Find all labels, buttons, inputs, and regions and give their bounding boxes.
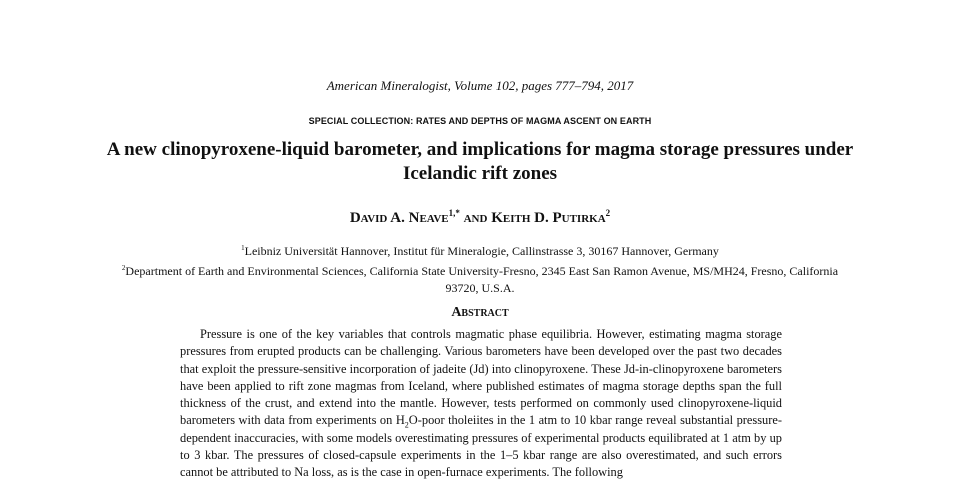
subscript: 2: [404, 420, 409, 430]
journal-citation: American Mineralogist, Volume 102, pages 777–794, 2017: [326, 78, 634, 93]
affiliation-text: Department of Earth and Environmental Sciences, California State University-Fresno, 2345 East San Ramon Avenue, MS/MH24, Fresno, California 93720, U.S.A.: [125, 264, 839, 295]
affiliation-superscript: 2: [121, 264, 126, 272]
abstract-heading: Abstract: [451, 305, 509, 320]
author-name: Keith D. Putirka: [491, 210, 606, 226]
abstract-text: O-poor tholeiites in the 1 atm to 10 kbar range reveal substantial pressure-dependent inaccuracies, with some models overestimating pressures of experimental products equilibrated at 1 atm by up to 3 kbar. The pressures of closed-capsule experiments in the 1–5 kbar range are also overestimated, and such errors cannot be attributed to Na loss, as is the case in open-furnace experiments. The following: [180, 413, 782, 480]
affiliation-superscript: 1: [241, 244, 245, 252]
affiliation: [110, 260, 850, 297]
affiliations-block: [110, 240, 850, 297]
author-conjunction: and: [463, 210, 488, 226]
abstract-text: Pressure is one of the key variables that controls magmatic phase equilibria. However, estimating magma storage pressures from erupted products can be challenging. Various barometers have been developed over the past two decades that exploit the pressure-sensitive incorporation of jadeite (Jd) into clinopyroxene. These Jd-in-clinopyroxene barometers have been applied to rift zone magmas from Iceland, where published estimates of magma storage depths span the full thickness of the crust, and extend into the mantle. However, tests performed on commonly used clinopyroxene-liquid barometers with data from experiments on H: [180, 327, 782, 428]
author-superscript: 1,*: [448, 208, 460, 218]
affiliation-text: Leibniz Universität Hannover, Institut für Mineralogie, Callinstrasse 3, 30167 Hannover, Germany: [244, 244, 719, 258]
paper-title: A new clinopyroxene-liquid barometer, and implications for magma storage pressures under Icelandic rift zones: [106, 139, 854, 184]
author-name: David A. Neave: [349, 210, 449, 226]
abstract-body: [180, 326, 782, 482]
author-line: [0, 203, 960, 228]
affiliation: [110, 240, 850, 260]
author-superscript: 2: [605, 208, 611, 218]
special-collection-label: SPECIAL COLLECTION: RATES AND DEPTHS OF MAGMA ASCENT ON EARTH: [308, 116, 652, 126]
